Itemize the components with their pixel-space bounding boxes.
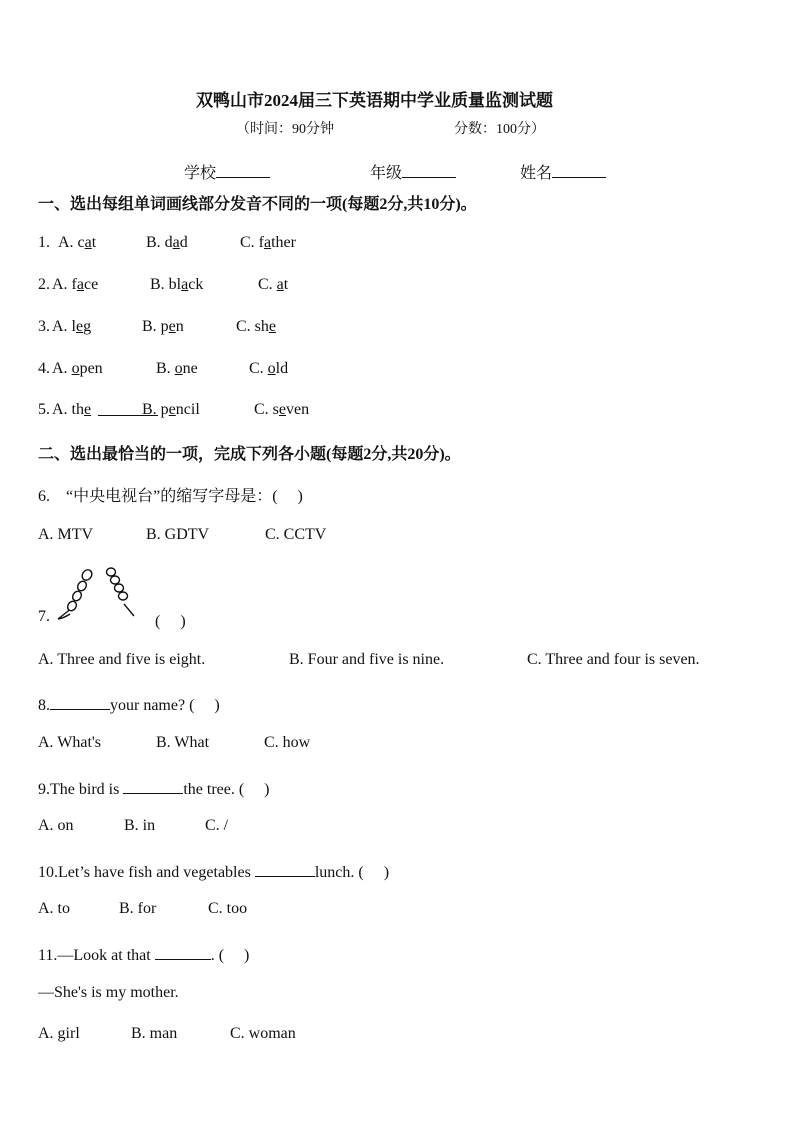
q2-option-c: C. at [258, 276, 289, 293]
grade-label: 年级 [370, 165, 403, 182]
q5-number: 5. [38, 401, 50, 418]
q3-option-c: C. she [236, 318, 277, 335]
q4-option-b: B. one [156, 360, 198, 377]
skewer-left [58, 568, 94, 619]
q3-option-b: B. pen [142, 318, 184, 335]
name-label: 姓名 [520, 165, 553, 182]
name-blank [552, 163, 606, 178]
q8-text: your name? ( ) [110, 697, 220, 714]
q10-option-b: B. for [119, 900, 157, 917]
q1-option-b: B. dad [146, 234, 188, 251]
question-6-stem: 6. “中央电视台”的缩写字母是：( ) [38, 488, 303, 505]
grade-field [370, 160, 456, 183]
q4-option-c: C. old [249, 360, 289, 377]
q7-option-a: A. Three and five is eight. [38, 651, 206, 668]
q7-option-b: B. Four and five is nine. [289, 651, 445, 668]
skewer-right [107, 568, 135, 616]
q8-blank [50, 695, 110, 710]
exam-score: 分数：100分） [454, 122, 545, 137]
q6-option-c: C. CCTV [265, 526, 327, 543]
q9-option-a: A. on [38, 817, 74, 834]
q5-option-c: C. seven [254, 401, 310, 418]
q11-text-post: . ( ) [210, 947, 250, 964]
q2-option-b: B. black [150, 276, 204, 293]
q2-option-a: A. face [52, 276, 99, 293]
q9-option-c: C. / [205, 817, 229, 834]
page-title: 双鸭山市2024届三下英语期中学业质量监测试题 [196, 91, 553, 110]
q5-option-b: B. pencil [142, 401, 200, 418]
school-field [184, 160, 270, 183]
q8-option-b: B. What [156, 734, 210, 751]
q11-option-c: C. woman [230, 1025, 296, 1042]
q4-number: 4. [38, 360, 50, 377]
school-label: 学校 [184, 165, 217, 182]
question-8-stem [38, 692, 220, 715]
q7-answer-paren: ( ) [155, 613, 186, 630]
q11-reply: —She's is my mother. [38, 984, 179, 1001]
section1-heading: 一、选出每组单词画线部分发音不同的一项(每题2分,共10分)。 [38, 196, 477, 213]
q8-option-a: A. What's [38, 734, 102, 751]
q10-text-pre: 10.Let’s have fish and vegetables [38, 864, 255, 881]
q3-option-a: A. leg [52, 318, 92, 335]
q3-number: 3. [38, 318, 50, 335]
q10-blank [255, 862, 315, 877]
question-5 [38, 401, 310, 419]
question-3 [38, 318, 277, 336]
q9-text-post: the tree. ( ) [183, 781, 270, 798]
q9-text-pre: 9.The bird is [38, 781, 124, 798]
question-9-stem [38, 776, 270, 799]
grade-blank [402, 163, 456, 178]
question-4 [38, 360, 289, 378]
q2-number: 2. [38, 276, 50, 293]
question-1 [38, 234, 296, 252]
q1-number: 1. [38, 234, 50, 251]
q6-option-a: A. MTV [38, 526, 94, 543]
question-2 [38, 276, 289, 294]
q11-blank [155, 945, 211, 960]
q8-number: 8. [38, 697, 50, 714]
q4-option-a: A. open [52, 360, 103, 377]
q11-option-b: B. man [131, 1025, 178, 1042]
question-11-stem [38, 942, 249, 965]
q10-text-post: lunch. ( ) [314, 864, 390, 881]
q6-option-b: B. GDTV [146, 526, 210, 543]
section2-heading: 二、选出最恰当的一项，完成下列各小题(每题2分,共20分)。 [38, 446, 461, 463]
question-10-stem [38, 859, 389, 882]
school-blank [216, 163, 270, 178]
q7-number: 7. [38, 608, 50, 625]
q8-option-c: C. how [264, 734, 311, 751]
q10-option-c: C. too [208, 900, 248, 917]
q1-option-a: A. cat [58, 234, 97, 251]
q9-option-b: B. in [124, 817, 156, 834]
name-field [520, 160, 606, 183]
q1-option-c: C. father [240, 234, 296, 251]
q7-option-c: C. Three and four is seven. [527, 651, 700, 668]
q11-option-a: A. girl [38, 1025, 80, 1042]
skewers-image [56, 562, 138, 622]
q9-blank [123, 779, 183, 794]
q10-option-a: A. to [38, 900, 70, 917]
exam-time: （时间：90分钟 [236, 122, 334, 137]
q5-option-a: A. the [52, 401, 92, 418]
q11-text-pre: 11.—Look at that [38, 947, 155, 964]
